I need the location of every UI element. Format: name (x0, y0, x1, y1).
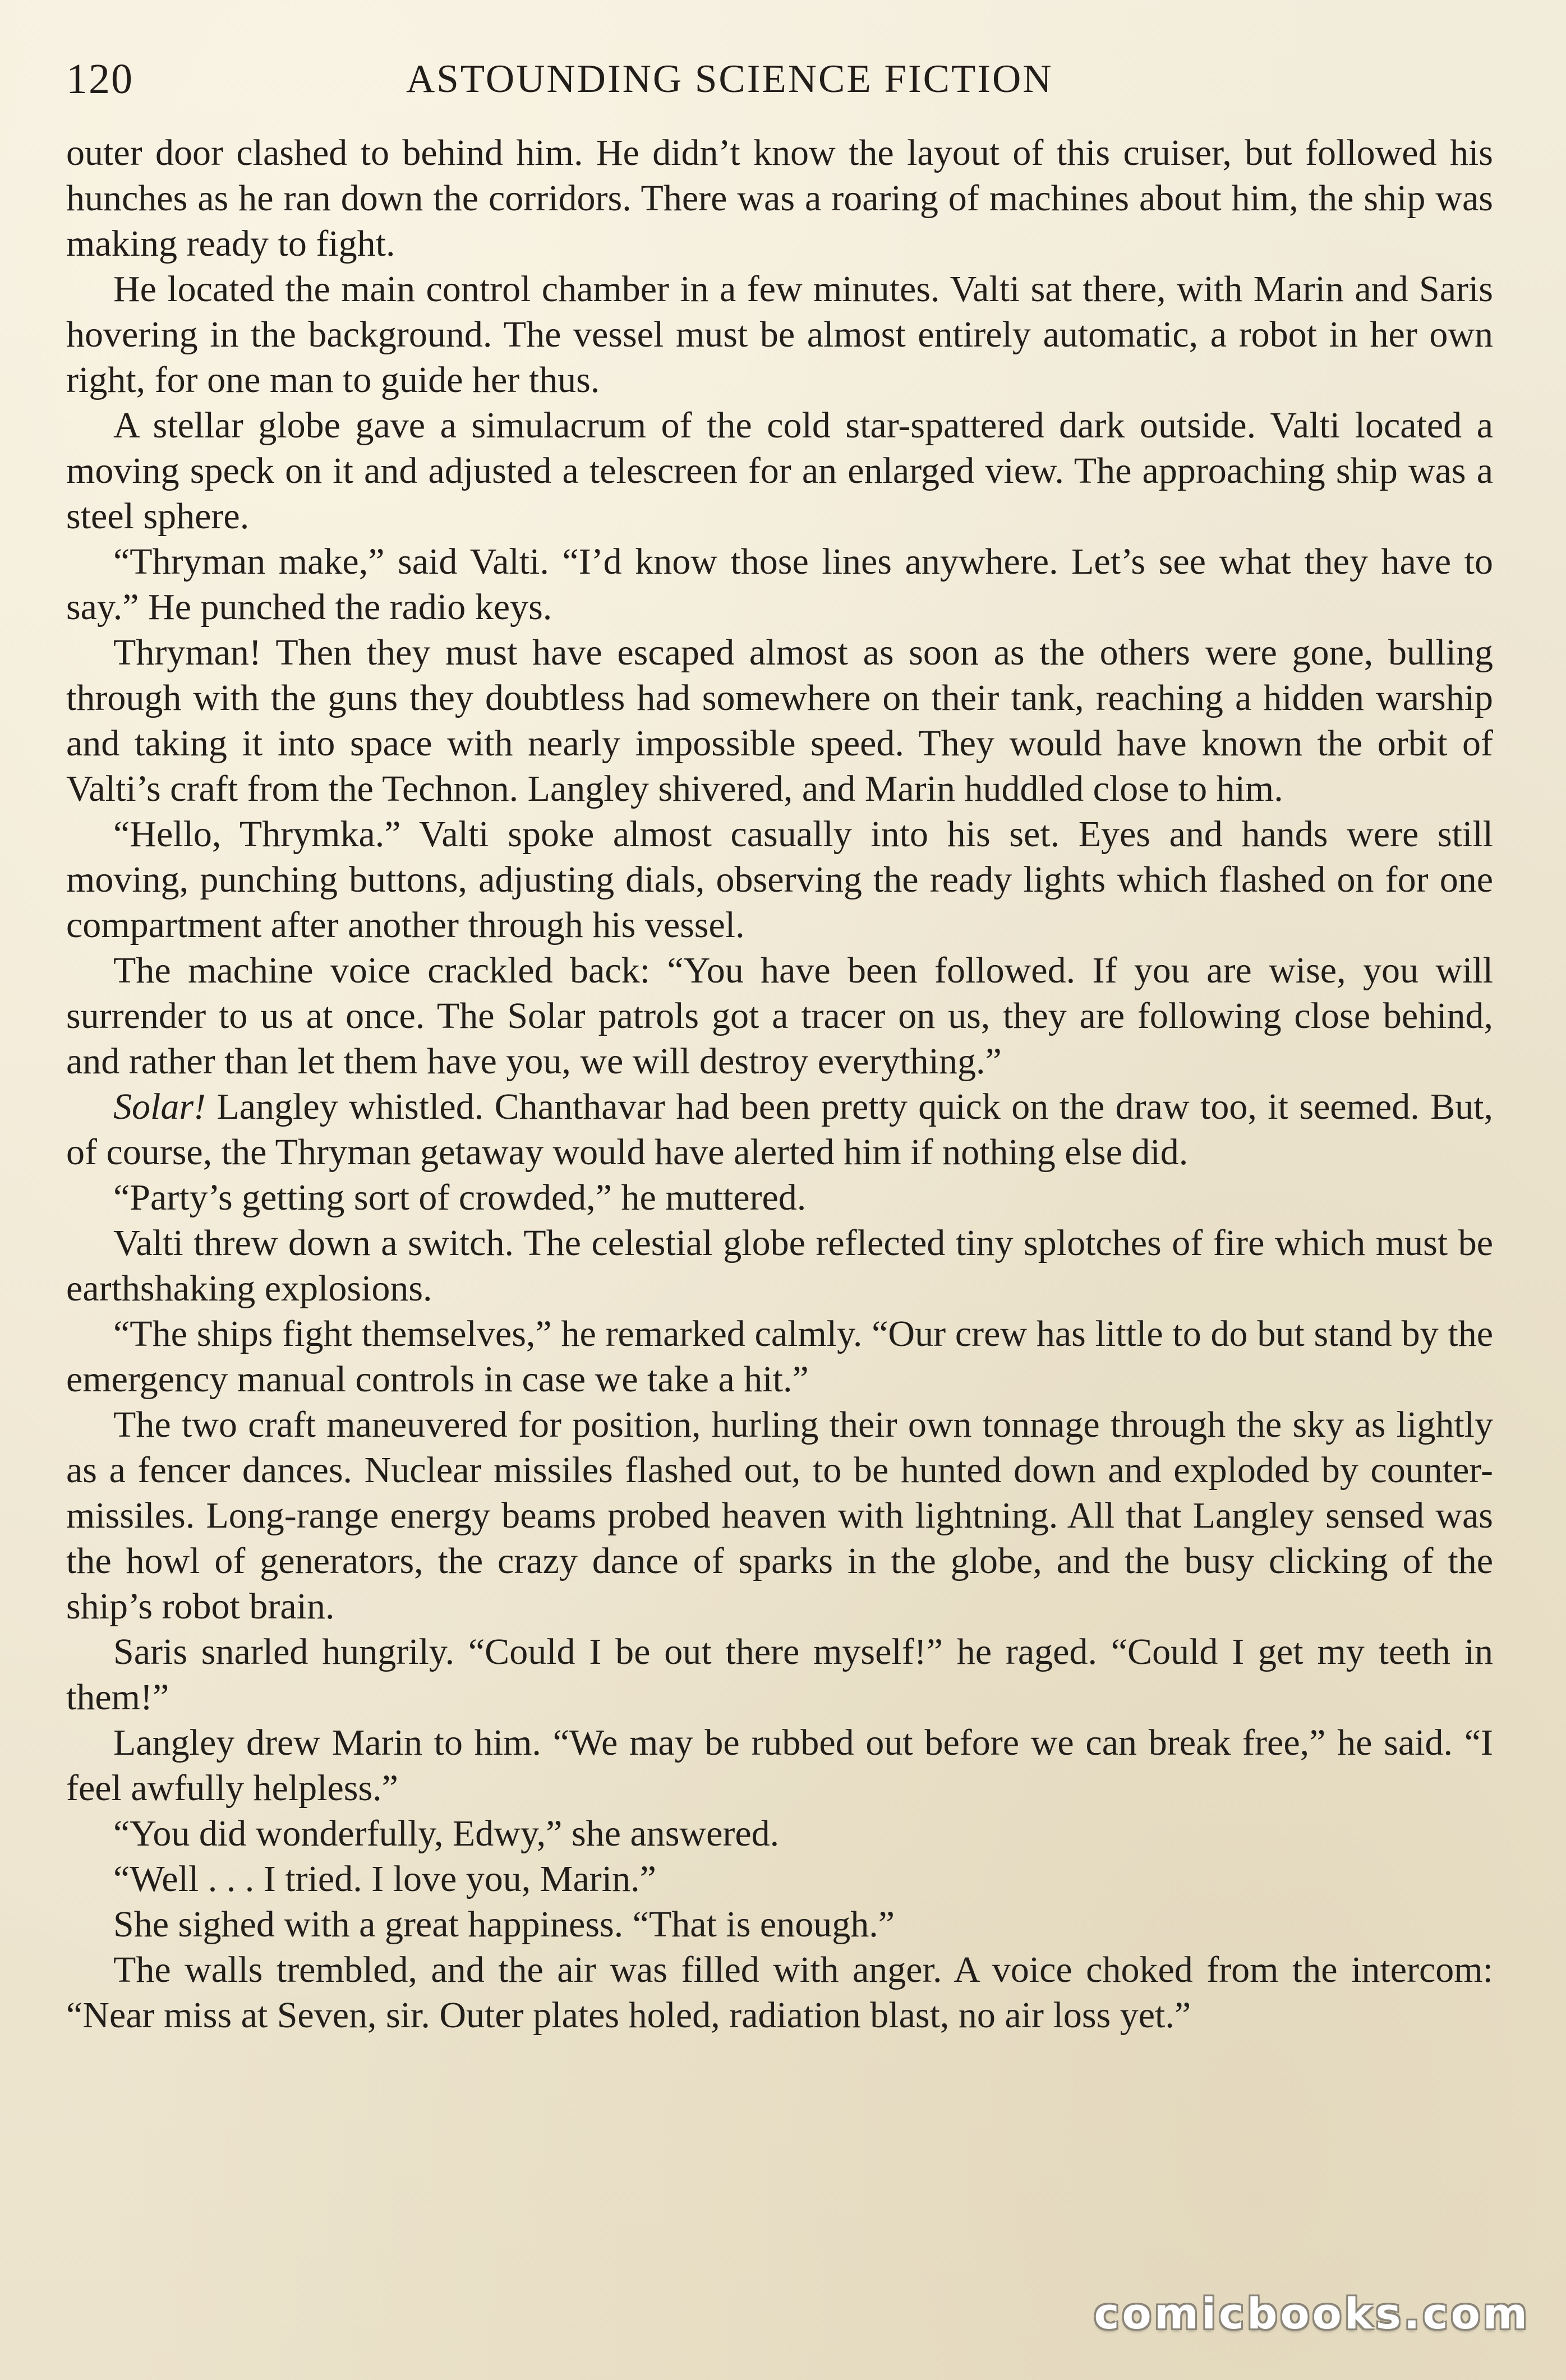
paragraph: “Well . . . I tried. I love you, Marin.” (113, 1858, 656, 1899)
running-head: ASTOUNDING SCIENCE FICTION (406, 57, 1053, 101)
paragraph: Valti threw down a switch. The celestial globe reflected tiny splotches of fire which must be earthshaking explosions. (66, 1223, 1493, 1309)
paragraph: “Hello, Thrymka.” Valti spoke almost casually into his set. Eyes and hands were still moving, punching buttons, adjusting dials, observing the ready lights which flashed on for one compartment after another through his vessel. (66, 814, 1493, 945)
italic-lead: Solar! (113, 1086, 206, 1127)
body-text (66, 130, 1493, 2038)
paragraph: The walls trembled, and the air was filled with anger. A voice choked from the intercom: “Near miss at Seven, sir. Outer plates holed, radiation blast, no air loss yet.” (66, 1949, 1493, 2036)
paragraph: “You did wonderfully, Edwy,” she answered. (113, 1813, 780, 1854)
paragraph: She sighed with a great happiness. “That is enough.” (113, 1904, 895, 1945)
paragraph: “Thryman make,” said Valti. “I’d know those lines anywhere. Let’s see what they have to say.” He punched the radio keys. (66, 541, 1493, 628)
paragraph: Thryman! Then they must have escaped almost as soon as the others were gone, bulling through with the guns they doubtless had somewhere on their tank, reaching a hidden warship and taking it into space with nearly impossible speed. They would have known the orbit of Valti’s craft from the Technon. Langley shivered, and Marin huddled close to him. (66, 632, 1493, 809)
watermark: comicbooks.com (1094, 2289, 1530, 2339)
paragraph: outer door clashed to behind him. He didn’t know the layout of this cruiser, but followed his hunches as he ran down the corridors. There was a roaring of machines about him, the ship was making ready to fight. (66, 132, 1493, 264)
paragraph: Solar! Langley whistled. Chanthavar had been pretty quick on the draw too, it seemed. But, of course, the Thryman getaway would have alerted him if nothing else did. (66, 1086, 1493, 1173)
paragraph: The machine voice crackled back: “You have been followed. If you are wise, you will surrender to us at once. The Solar patrols got a tracer on us, they are following close behind, and rather than let them have you, we will destroy everything.” (66, 950, 1493, 1082)
paragraph: He located the main control chamber in a few minutes. Valti sat there, with Marin and Saris hovering in the background. The vessel must be almost entirely automatic, a robot in her own right, for one man to guide her thus. (66, 269, 1493, 400)
page-number: 120 (66, 56, 133, 103)
paragraph: A stellar globe gave a simulacrum of the cold star-spattered dark outside. Valti located a moving speck on it and adjusted a telescreen for an enlarged view. The approaching ship was a steel sphere. (66, 405, 1493, 537)
paragraph: “Party’s getting sort of crowded,” he muttered. (113, 1177, 807, 1218)
paragraph: “The ships fight themselves,” he remarked calmly. “Our crew has little to do but stand by the emergency manual controls in case we take a hit.” (66, 1313, 1493, 1400)
paragraph: The two craft maneuvered for position, hurling their own tonnage through the sky as lightly as a fencer dances. Nuclear missiles flashed out, to be hunted down and exploded by counter-missiles. Long-range energy beams probed heaven with lightning. All that Langley sensed was the howl of generators, the crazy dance of sparks in the globe, and the busy clicking of the ship’s robot brain. (66, 1404, 1493, 1627)
paragraph: Langley drew Marin to him. “We may be rubbed out before we can break free,” he said. “I feel awfully helpless.” (66, 1722, 1493, 1809)
page-header (66, 54, 1494, 104)
paragraph: Saris snarled hungrily. “Could I be out there myself!” he raged. “Could I get my teeth in them!” (66, 1631, 1493, 1718)
